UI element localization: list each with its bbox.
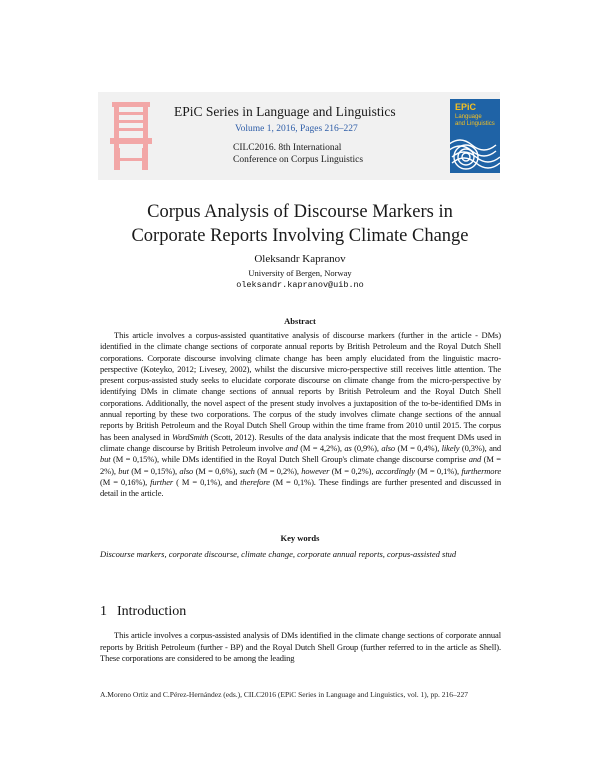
epic-badge-logo bbox=[450, 99, 500, 173]
conference-line-1: CILC2016. 8th International bbox=[233, 143, 342, 153]
dm-value: (M = 0,1%). bbox=[272, 476, 316, 487]
dm-term: therefore bbox=[240, 476, 270, 487]
paper-title-line-1: Corpus Analysis of Discourse Markers in bbox=[147, 202, 453, 222]
dm-term: as bbox=[344, 442, 352, 453]
section-title: Introduction bbox=[117, 604, 187, 619]
dm-term: and bbox=[285, 442, 298, 453]
abstract-text: This article involves a corpus-assisted quantitative analysis of discourse markers (further in the article - DMs) identified in the climate change sections of corporate annual reports by British Petroleum and the Royal Dutch Shell corporations. Corporate discourse involving climate change has been amply elucidated from the linguistic macro-perspective (Koteyko, 2012; Livesey, 2002), whilst the discursive micro-perspective still receives little attention. The present corpus-assisted study seeks to elucidate corporate discourse on climate change from the micro-perspective by identifying DMs in climate change sections of annual reports by British Petroleum and the Royal Dutch Shell corporations. Additionally, the novel aspect of the present study involves a juxtaposition of the to-be-identified DMs in annual reporting by these two corporations. The corpus of the study involves climate change sections of the annual reports by British Petroleum and the Royal Dutch Shell Group within the time frame from 2010 until 2015. The corpus has been analysed in bbox=[100, 330, 501, 442]
dm-value: (M = 2%), bbox=[100, 454, 501, 476]
dm-term: also bbox=[179, 465, 194, 476]
badge-series-line-1: Language bbox=[455, 114, 482, 120]
conference-name bbox=[233, 142, 363, 166]
keywords-list: Discourse markers, corporate discourse, climate change, corporate annual reports, corpus-assisted stud bbox=[100, 549, 457, 559]
dm-term: further bbox=[150, 476, 174, 487]
dm-value: (0,3%), bbox=[461, 442, 487, 453]
author-affiliation: University of Bergen, Norway bbox=[248, 268, 352, 278]
author-name: Oleksandr Kapranov bbox=[254, 253, 346, 265]
dm-value: (M = 0,2%), bbox=[257, 465, 299, 476]
dm-term: furthermore bbox=[461, 465, 502, 476]
dm-value: (M = 0,6%), bbox=[195, 465, 238, 476]
dm-value: (M = 0,2%), bbox=[331, 465, 374, 476]
dm-value: (M = 0,15%), bbox=[131, 465, 178, 476]
abstract-text-2: (Scott, 2012). Results of the data analysis indicate that the most frequent DMs used in climate change discourse by British Petroleum involve bbox=[100, 431, 501, 453]
author-email[interactable]: oleksandr.kapranov@uib.no bbox=[236, 280, 364, 290]
dm-term: however bbox=[301, 465, 330, 476]
series-title: EPiC Series in Language and Linguistics bbox=[174, 104, 396, 119]
abstract-text-3: while DMs identified in the Royal Dutch Shell Group's climate change discourse comprise bbox=[161, 454, 467, 465]
badge-series-label bbox=[455, 114, 495, 128]
dm-value: (M = 0,4%), bbox=[397, 442, 440, 453]
tool-name: WordSmith bbox=[172, 431, 209, 442]
dm-term: and bbox=[468, 454, 482, 465]
dm-value: (M = 0,15%), bbox=[113, 454, 160, 465]
dm-value: (0,9%), bbox=[354, 442, 379, 453]
dm-term: such bbox=[239, 465, 255, 476]
dm-term: but bbox=[118, 465, 129, 476]
abstract-heading: Abstract bbox=[284, 316, 316, 326]
abstract-body bbox=[100, 330, 501, 499]
dm-term: also bbox=[381, 442, 396, 453]
chair-logo-icon bbox=[108, 100, 154, 172]
abstract-closing: These findings are further presented and discussed in detail in the article. bbox=[100, 476, 501, 499]
badge-epic-label: EPiC bbox=[455, 102, 477, 112]
wave-pattern-icon bbox=[450, 135, 500, 173]
dm-value: ( M = 0,1%), and bbox=[176, 476, 238, 487]
conference-line-2: Conference on Corpus Linguistics bbox=[233, 155, 364, 165]
series-banner bbox=[98, 92, 500, 180]
paper-title-line-2: Corporate Reports Involving Climate Change bbox=[131, 226, 469, 246]
dm-value: (M = 0,1%), bbox=[417, 465, 459, 476]
section-heading-introduction bbox=[100, 604, 196, 620]
dm-value: (M = 0,16%), bbox=[100, 476, 148, 487]
volume-pages-link[interactable]: Volume 1, 2016, Pages 216–227 bbox=[235, 124, 358, 134]
conjunction: and bbox=[489, 442, 502, 453]
dm-term: likely bbox=[441, 442, 460, 453]
citation-footer: A.Moreno Ortiz and C.Pérez-Hernández (eds.), CILC2016 (EPiC Series in Language and Linguistics, vol. 1), pp. 216–227 bbox=[100, 690, 469, 699]
dm-term: but bbox=[100, 454, 111, 465]
keywords-heading: Key words bbox=[280, 533, 320, 543]
badge-series-line-2: and Linguistics bbox=[455, 121, 495, 127]
section-number: 1 bbox=[100, 604, 107, 619]
dm-term: accordingly bbox=[375, 465, 415, 476]
dm-value: (M = 4,2%), bbox=[300, 442, 342, 453]
introduction-paragraph: This article involves a corpus-assisted analysis of DMs identified in the climate change sections of corporate annual reports by British Petroleum (further - BP) and the Royal Dutch Shell Group (further referred to in the article as Shell). These corporations are considered to be among the leading bbox=[100, 630, 501, 663]
